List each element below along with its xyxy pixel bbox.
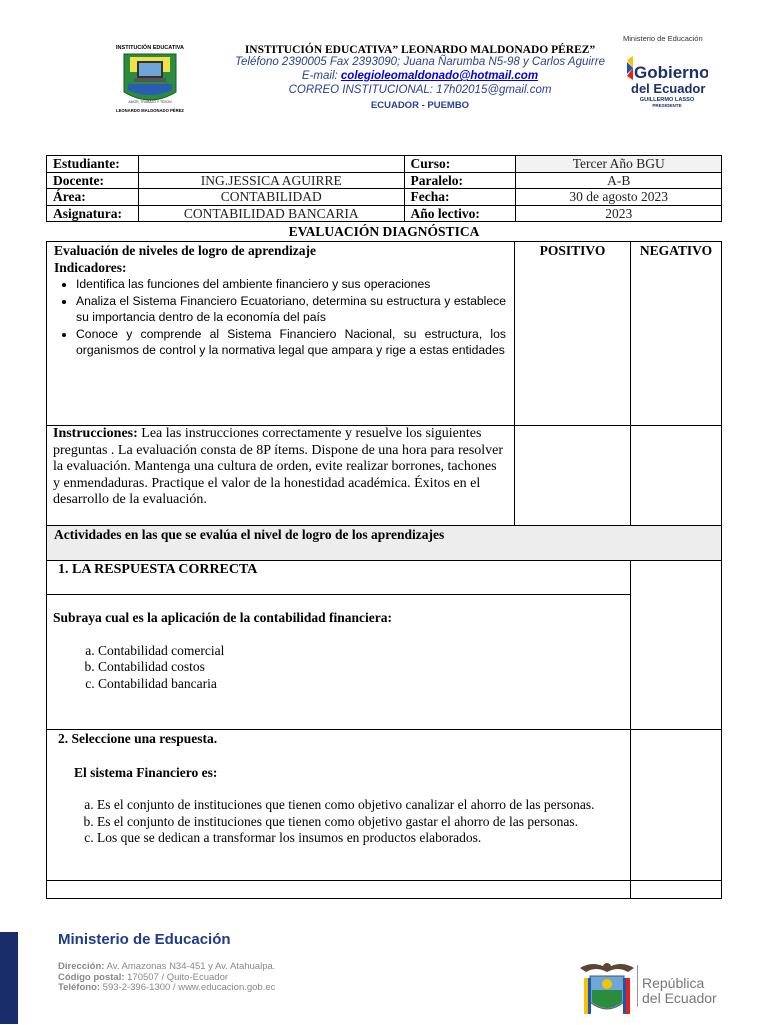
student-info-table bbox=[46, 155, 722, 222]
question-2-prompt: El sistema Financiero es: bbox=[74, 764, 218, 780]
fecha-value: 30 de agosto 2023 bbox=[516, 189, 722, 206]
gov-logo-line1: Gobierno bbox=[634, 63, 708, 82]
email-line bbox=[150, 69, 690, 83]
table-row bbox=[47, 172, 722, 189]
coat-of-arms-icon bbox=[578, 958, 636, 1020]
instructions-positivo-cell[interactable] bbox=[514, 425, 631, 526]
phone-line: Teléfono 2390005 Fax 2393090; Juana Ñarumba N5-98 y Carlos Aguirre bbox=[235, 56, 605, 68]
question-1-title: LA RESPUESTA CORRECTA bbox=[72, 562, 258, 577]
curso-label: Curso: bbox=[404, 156, 516, 173]
instructions-cell bbox=[46, 425, 515, 526]
empty-row-right bbox=[630, 880, 722, 899]
footer-address bbox=[58, 962, 275, 994]
curso-value: Tercer Año BGU bbox=[516, 156, 722, 173]
question-1-option-c[interactable]: c. Contabilidad bancaria bbox=[98, 676, 623, 693]
positivo-header bbox=[514, 241, 631, 426]
address-label: Dirección: bbox=[58, 961, 105, 972]
republic-label bbox=[642, 976, 717, 1006]
gov-logo-line4: PRESIDENTE bbox=[652, 103, 682, 108]
question-2-option-a[interactable]: a. Es el conjunto de instituciones que tienen como objetivo canalizar el ahorro de las personas. bbox=[97, 797, 623, 814]
negativo-header bbox=[630, 241, 722, 426]
postal-label: Código postal: bbox=[58, 971, 125, 983]
table-row bbox=[47, 205, 722, 222]
paralelo-value: A-B bbox=[516, 172, 722, 189]
estudiante-label: Estudiante: bbox=[47, 156, 139, 173]
indicators-cell bbox=[46, 241, 515, 426]
activities-heading: Actividades en las que se evalúa el nivel de logro de los aprendizajes bbox=[54, 527, 445, 542]
instructions-text: Lea las instrucciones correctamente y resuelve los siguientes preguntas . La evaluación consta de 8P ítems. Dispone de una hora para resolver la evaluación. Mantenga una cultura de orden, evite realizar borrones, tachones y enmendaduras. Practique el valor de la honestidad académica. Éxitos en el desarrollo de la evaluación. bbox=[53, 426, 504, 507]
instructions-negativo-cell[interactable] bbox=[630, 425, 722, 526]
question-1-title-cell bbox=[46, 560, 631, 595]
positivo-label: POSITIVO bbox=[539, 243, 606, 258]
gobierno-logo bbox=[624, 54, 708, 110]
list-item: • Identifica las funciones del ambiente financiero y sus operaciones bbox=[76, 276, 506, 293]
instructions-label: Instrucciones: bbox=[53, 426, 138, 441]
indicators-list bbox=[54, 276, 506, 359]
question-2-cell bbox=[46, 729, 631, 881]
email-label: E-mail: bbox=[301, 70, 341, 82]
empty-row-left bbox=[46, 880, 631, 899]
fecha-label: Fecha: bbox=[404, 189, 516, 206]
question-1-prompt: Subraya cual es la aplicación de la contabilidad financiera: bbox=[53, 610, 393, 625]
question-2-number: 2. bbox=[58, 731, 69, 746]
ministry-small-label: Ministerio de Educación bbox=[623, 34, 703, 43]
institutional-mail: CORREO INSTITUCIONAL: 17h02015@gmail.com bbox=[288, 84, 552, 96]
footer-side-bar bbox=[0, 932, 18, 1024]
email-link[interactable]: colegioleomaldonado@hotmail.com bbox=[340, 70, 539, 82]
question-2-score-cell[interactable] bbox=[630, 729, 722, 881]
logo-top-text: INSTITUCIÓN EDUCATIVA bbox=[116, 45, 184, 51]
question-2-option-c[interactable]: c. Los que se dedican a transformar los insumos en productos elaborados. bbox=[97, 830, 623, 847]
list-item: • Analiza el Sistema Financiero Ecuatoriano, determina su estructura y establece su importancia dentro de la economía del país bbox=[76, 293, 506, 326]
levels-heading: Evaluación de niveles de logro de aprendizaje bbox=[54, 243, 317, 258]
logo-motto: AMOR, TRABAJO Y TESON bbox=[128, 100, 172, 104]
phone-label: Teléfono: bbox=[58, 982, 101, 993]
question-1-body-cell bbox=[46, 594, 631, 730]
postal-value: 170507 / Quito-Ecuador bbox=[124, 971, 229, 983]
question-1-option-a[interactable]: a. Contabilidad comercial bbox=[98, 643, 623, 660]
docente-value: ING.JESSICA AGUIRRE bbox=[138, 172, 404, 189]
question-2-title: Seleccione una respuesta. bbox=[71, 731, 218, 746]
indicators-heading: Indicadores: bbox=[54, 259, 127, 275]
question-1-option-b[interactable]: b. Contabilidad costos bbox=[98, 659, 623, 676]
footer-ministry: Ministerio de Educación bbox=[58, 931, 231, 948]
republic-line2: del Ecuador bbox=[642, 990, 717, 1006]
area-value: CONTABILIDAD bbox=[138, 189, 404, 206]
question-1-options bbox=[53, 643, 623, 693]
negativo-label: NEGATIVO bbox=[639, 243, 713, 258]
list-item: • Conoce y comprende al Sistema Financiero Nacional, su estructura, los organismos de control y la normativa legal que ampara y rige a estas entidades bbox=[76, 326, 506, 359]
paralelo-label: Paralelo: bbox=[404, 172, 516, 189]
lectivo-value: 2023 bbox=[516, 205, 722, 222]
table-row bbox=[47, 156, 722, 173]
table-row bbox=[47, 189, 722, 206]
question-2-option-b[interactable]: b. Es el conjunto de instituciones que tienen como objetivo gastar el ahorro de las personas. bbox=[97, 814, 623, 831]
institution-title: INSTITUCIÓN EDUCATIVA” LEONARDO MALDONADO PÉREZ” bbox=[244, 44, 596, 56]
evaluation-title: EVALUACIÓN DIAGNÓSTICA bbox=[288, 224, 480, 239]
question-1-number: 1. bbox=[58, 562, 69, 577]
question-2-options bbox=[58, 797, 623, 847]
lectivo-label: Año lectivo: bbox=[404, 205, 516, 222]
asignatura-value: CONTABILIDAD BANCARIA bbox=[138, 205, 404, 222]
area-label: Área: bbox=[47, 189, 139, 206]
republic-line1: República bbox=[642, 975, 705, 991]
address-value: Av. Amazonas N34-451 y Av. Atahualpa. bbox=[104, 961, 276, 972]
phone-value: 593-2-396-1300 / www.educacion.gob.ec bbox=[100, 982, 276, 993]
logo-bottom-text: LEONARDO MALDONADO PÉREZ bbox=[116, 108, 184, 113]
docente-label: Docente: bbox=[47, 172, 139, 189]
estudiante-value[interactable] bbox=[138, 156, 404, 173]
question-1-score-cell[interactable] bbox=[630, 560, 722, 730]
activities-header bbox=[46, 525, 722, 561]
gov-logo-line2: del Ecuador bbox=[631, 81, 706, 96]
location: ECUADOR - PUEMBO bbox=[370, 100, 470, 111]
republic-divider bbox=[637, 965, 638, 1007]
asignatura-label: Asignatura: bbox=[47, 205, 139, 222]
gov-logo-line3: GUILLERMO LASSO bbox=[639, 97, 695, 103]
